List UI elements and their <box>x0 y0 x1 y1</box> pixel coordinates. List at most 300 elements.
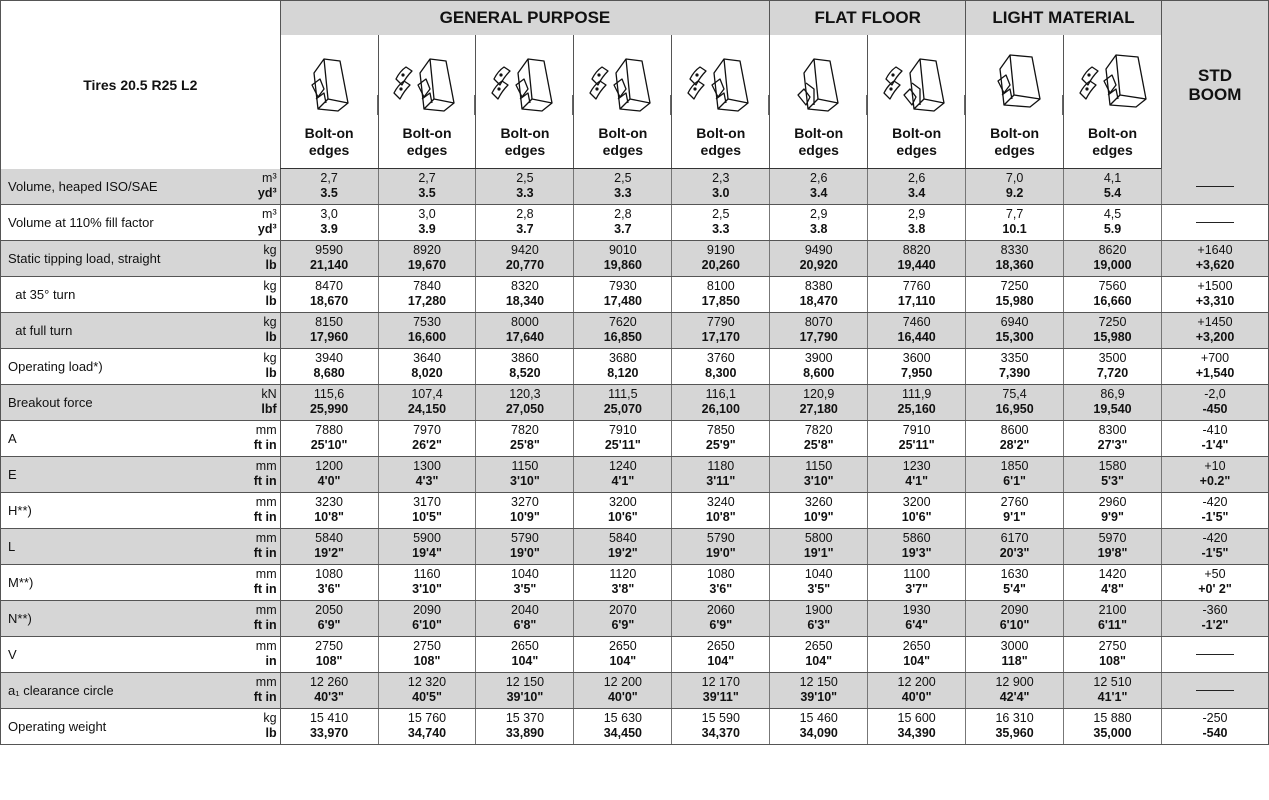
value-imperial: 3.4 <box>810 186 828 201</box>
value-imperial: 19,860 <box>603 258 642 272</box>
value-metric: 8470 <box>315 279 343 293</box>
value-metric: 3900 <box>804 351 833 365</box>
value-imperial: 17,960 <box>309 330 349 344</box>
value-imperial: 6'9" <box>611 618 635 632</box>
value-imperial: 4'1" <box>905 474 929 488</box>
value-metric: 3760 <box>706 351 735 365</box>
value-cell <box>1064 169 1162 205</box>
value-imperial: 3'8" <box>611 582 635 596</box>
unit-metric: mm <box>255 603 277 617</box>
value-imperial: 34,370 <box>701 726 740 740</box>
value-metric: 3860 <box>511 351 539 365</box>
row-units <box>238 636 280 672</box>
value-metric: 1040 <box>804 567 833 581</box>
value-metric: 2650 <box>902 639 931 653</box>
value-metric: 7850 <box>706 423 735 437</box>
value-imperial: 18,670 <box>309 294 349 308</box>
value-imperial: 3.3 <box>614 186 632 201</box>
value-cell <box>476 528 574 564</box>
value-imperial: 3'5" <box>513 582 537 596</box>
value-metric: 15 370 <box>505 711 545 725</box>
bucket-header-content <box>574 35 671 168</box>
std-boom-cell <box>1161 240 1268 276</box>
value-metric: 12 200 <box>603 675 642 689</box>
value-cell <box>378 312 476 348</box>
value-imperial: 9.2 <box>1005 186 1024 201</box>
table-row <box>1 672 1269 708</box>
value-metric: 15 630 <box>603 711 642 725</box>
value-metric: 12 170 <box>701 675 740 689</box>
bucket-column-header <box>868 35 966 169</box>
value-cell <box>574 672 672 708</box>
value-cell <box>966 564 1064 600</box>
bucket-column-header <box>770 35 868 169</box>
value-cell <box>476 420 574 456</box>
value-cell <box>574 492 672 528</box>
value-cell <box>966 528 1064 564</box>
table-row <box>1 492 1269 528</box>
value-cell <box>672 204 770 240</box>
value-cell <box>770 348 868 384</box>
value-cell <box>672 312 770 348</box>
unit-imperial: lb <box>265 294 277 308</box>
value-metric: 6170 <box>1000 531 1029 545</box>
unit-metric: m³ <box>262 171 277 185</box>
value-cell <box>770 420 868 456</box>
value-metric: 12 510 <box>1093 675 1132 689</box>
value-imperial: 25,070 <box>603 402 642 416</box>
row-units <box>238 204 280 240</box>
value-metric: 7970 <box>413 423 441 437</box>
row-label: Volume, heaped ISO/SAE <box>1 169 238 205</box>
value-imperial: 17,280 <box>407 294 447 308</box>
value-imperial: 17,480 <box>603 294 642 308</box>
value-metric: 5840 <box>608 531 637 545</box>
value-imperial: 3'11" <box>706 474 736 488</box>
value-imperial: 25'8" <box>803 438 834 452</box>
table-header <box>1 1 1269 169</box>
table-row <box>1 528 1269 564</box>
value-cell <box>966 312 1064 348</box>
value-cell <box>476 564 574 600</box>
value-cell <box>378 600 476 636</box>
value-imperial: 104" <box>903 654 931 668</box>
value-imperial: 3'7" <box>905 582 929 596</box>
value-metric: 1850 <box>1000 459 1029 473</box>
value-imperial: 17,850 <box>701 294 740 308</box>
value-cell <box>770 492 868 528</box>
std-boom-imperial: -1'2" <box>1201 618 1229 632</box>
value-cell <box>280 348 378 384</box>
value-imperial: 20'3" <box>999 546 1030 560</box>
std-boom-imperial: +1,540 <box>1195 366 1235 380</box>
value-metric: 7820 <box>804 423 833 437</box>
value-metric: 5790 <box>511 531 539 545</box>
value-metric: 3350 <box>1000 351 1029 365</box>
value-imperial: 3.3 <box>516 186 534 201</box>
std-boom-metric: +700 <box>1200 351 1230 365</box>
value-metric: 3940 <box>315 351 343 365</box>
value-cell <box>280 528 378 564</box>
value-cell <box>672 492 770 528</box>
gp-bucket-teeth-icon <box>684 49 758 119</box>
row-label: E <box>1 456 238 492</box>
value-metric: 2090 <box>1000 603 1029 617</box>
gp-bucket-teeth-icon <box>390 49 464 119</box>
bucket-edge-label: Bolt-on edges <box>598 125 648 158</box>
value-metric: 2,7 <box>320 171 338 186</box>
value-metric: 2,5 <box>712 207 730 221</box>
light-material-bucket-icon <box>978 49 1052 119</box>
value-imperial: 17,790 <box>799 330 838 344</box>
value-imperial: 27,050 <box>505 402 545 416</box>
std-boom-metric: -250 <box>1202 711 1228 725</box>
unit-metric: kg <box>263 243 277 257</box>
unit-imperial: ft in <box>253 510 277 524</box>
value-cell <box>966 240 1064 276</box>
value-cell <box>1064 348 1162 384</box>
value-cell <box>574 708 672 744</box>
value-cell <box>770 204 868 240</box>
table-row <box>1 204 1269 240</box>
value-imperial: 16,850 <box>603 330 642 344</box>
table-row <box>1 240 1269 276</box>
value-metric: 8920 <box>413 243 441 257</box>
value-imperial: 3.9 <box>320 222 338 236</box>
value-metric: 2070 <box>608 603 637 617</box>
bucket-edge-label: Bolt-on edges <box>892 125 942 158</box>
value-cell <box>770 672 868 708</box>
value-imperial: 10'8" <box>705 510 736 524</box>
row-units <box>238 420 280 456</box>
value-imperial: 40'3" <box>314 690 344 704</box>
bucket-column-header <box>966 35 1064 169</box>
value-imperial: 41'1" <box>1097 690 1128 704</box>
value-metric: 1630 <box>1000 567 1029 581</box>
value-imperial: 10'9" <box>803 510 834 524</box>
value-cell <box>672 528 770 564</box>
unit-imperial: lbf <box>261 402 277 416</box>
value-metric: 86,9 <box>1100 387 1125 401</box>
value-cell <box>1064 420 1162 456</box>
unit-metric: m³ <box>262 207 277 221</box>
value-imperial: 17,170 <box>701 330 740 344</box>
value-imperial: 25'11" <box>604 438 641 452</box>
bucket-column-header <box>574 35 672 169</box>
std-boom-metric: +1450 <box>1197 315 1233 329</box>
value-imperial: 6'1" <box>1003 474 1026 488</box>
value-cell <box>476 384 574 420</box>
value-cell <box>770 636 868 672</box>
not-applicable-dash <box>1196 222 1234 223</box>
value-metric: 2,6 <box>810 171 828 186</box>
value-imperial: 8,300 <box>705 366 737 380</box>
column-divider-tick <box>377 95 378 115</box>
value-cell <box>770 276 868 312</box>
value-metric: 12 320 <box>407 675 447 689</box>
row-label: Operating weight <box>1 708 238 744</box>
value-metric: 15 460 <box>799 711 838 725</box>
value-metric: 8320 <box>511 279 539 293</box>
value-cell <box>966 169 1064 205</box>
value-imperial: 7,950 <box>901 366 933 380</box>
bucket-edge-label: Bolt-on edges <box>304 125 354 158</box>
unit-metric: kg <box>263 711 277 725</box>
value-cell <box>378 492 476 528</box>
value-imperial: 16,660 <box>1093 294 1132 308</box>
value-imperial: 25'8" <box>510 438 540 452</box>
value-cell <box>476 204 574 240</box>
value-imperial: 18,470 <box>799 294 838 308</box>
value-cell <box>280 672 378 708</box>
value-metric: 8600 <box>1000 423 1029 437</box>
value-cell <box>770 384 868 420</box>
value-imperial: 7,720 <box>1096 366 1129 380</box>
std-boom-imperial: -1'5" <box>1201 546 1229 560</box>
value-imperial: 108" <box>1099 654 1126 668</box>
value-cell <box>672 564 770 600</box>
value-cell <box>476 276 574 312</box>
gp-bucket-side-icon <box>292 49 366 119</box>
value-imperial: 27,180 <box>799 402 838 416</box>
std-boom-metric: +10 <box>1204 459 1226 473</box>
value-imperial: 3'6" <box>317 582 341 596</box>
value-metric: 1160 <box>413 567 441 581</box>
value-metric: 15 600 <box>897 711 936 725</box>
not-applicable-dash <box>1196 690 1234 691</box>
unit-imperial: ft in <box>253 582 277 596</box>
value-imperial: 3.5 <box>418 186 436 201</box>
row-units <box>238 600 280 636</box>
value-metric: 4,1 <box>1103 171 1122 186</box>
value-metric: 12 260 <box>309 675 349 689</box>
value-cell <box>770 169 868 205</box>
row-label: Static tipping load, straight <box>1 240 238 276</box>
value-imperial: 40'0" <box>901 690 932 704</box>
value-cell <box>868 240 966 276</box>
value-metric: 8300 <box>1098 423 1127 437</box>
value-imperial: 6'10" <box>999 618 1030 632</box>
bucket-edge-label: Bolt-on edges <box>1088 125 1137 158</box>
value-imperial: 3.9 <box>418 222 436 236</box>
value-metric: 7910 <box>608 423 637 437</box>
unit-metric: kN <box>261 387 277 401</box>
value-imperial: 19,540 <box>1093 402 1132 416</box>
value-cell <box>280 636 378 672</box>
value-imperial: 5'4" <box>1003 582 1026 596</box>
value-metric: 2760 <box>1000 495 1029 509</box>
value-cell <box>868 708 966 744</box>
table-row <box>1 456 1269 492</box>
table-row <box>1 564 1269 600</box>
value-imperial: 19'0" <box>705 546 736 560</box>
value-cell <box>476 348 574 384</box>
value-cell <box>966 384 1064 420</box>
row-units <box>238 564 280 600</box>
value-metric: 2,8 <box>614 207 632 221</box>
value-cell <box>574 456 672 492</box>
value-metric: 2750 <box>413 639 441 653</box>
row-label: N**) <box>1 600 238 636</box>
value-metric: 8100 <box>706 279 735 293</box>
value-cell <box>868 492 966 528</box>
value-cell <box>574 204 672 240</box>
value-cell <box>378 276 476 312</box>
value-cell <box>574 348 672 384</box>
value-cell <box>574 420 672 456</box>
value-cell <box>280 312 378 348</box>
value-imperial: 42'4" <box>999 690 1030 704</box>
value-metric: 8380 <box>804 279 833 293</box>
std-boom-cell <box>1161 600 1268 636</box>
value-cell <box>868 420 966 456</box>
value-cell <box>476 708 574 744</box>
unit-metric: kg <box>263 279 277 293</box>
value-imperial: 19'2" <box>314 546 344 560</box>
value-cell <box>868 384 966 420</box>
unit-imperial: ft in <box>253 690 277 704</box>
std-boom-imperial: -1'4" <box>1201 438 1229 452</box>
value-cell <box>378 420 476 456</box>
value-cell <box>1064 672 1162 708</box>
value-metric: 5860 <box>902 531 931 545</box>
std-boom-cell <box>1161 492 1268 528</box>
value-metric: 8070 <box>804 315 833 329</box>
value-cell <box>672 348 770 384</box>
value-cell <box>476 169 574 205</box>
std-boom-cell <box>1161 672 1268 708</box>
bucket-column-header <box>280 35 378 169</box>
value-cell <box>378 564 476 600</box>
std-boom-metric: +1500 <box>1197 279 1233 293</box>
value-cell <box>280 600 378 636</box>
value-metric: 5900 <box>413 531 441 545</box>
value-imperial: 5.9 <box>1103 222 1122 236</box>
column-divider-tick <box>964 95 965 115</box>
row-units <box>238 276 280 312</box>
table-row <box>1 276 1269 312</box>
table-row <box>1 384 1269 420</box>
value-imperial: 16,600 <box>407 330 447 344</box>
value-imperial: 108" <box>413 654 441 668</box>
table-body <box>1 169 1269 745</box>
value-cell <box>280 492 378 528</box>
value-cell <box>1064 564 1162 600</box>
bucket-header-content <box>1064 35 1161 168</box>
value-metric: 1180 <box>707 459 735 473</box>
std-boom-metric: +50 <box>1204 567 1226 581</box>
value-imperial: 4'0" <box>317 474 341 488</box>
std-boom-imperial: +0' 2" <box>1198 582 1232 596</box>
value-imperial: 3.7 <box>516 222 534 236</box>
std-boom-imperial: +3,310 <box>1195 294 1235 308</box>
value-metric: 9010 <box>608 243 637 257</box>
value-imperial: 25,990 <box>309 402 349 416</box>
value-cell <box>1064 384 1162 420</box>
flat-floor-bucket-icon <box>782 49 856 119</box>
value-cell <box>574 600 672 636</box>
table-title: Tires 20.5 R25 L2 <box>1 1 281 169</box>
table-row <box>1 708 1269 744</box>
std-boom-cell <box>1161 636 1268 672</box>
value-metric: 7250 <box>1000 279 1029 293</box>
unit-imperial: lb <box>265 366 277 380</box>
row-units <box>238 240 280 276</box>
value-metric: 2,9 <box>907 207 926 221</box>
value-cell <box>672 636 770 672</box>
value-imperial: 19'1" <box>803 546 834 560</box>
value-cell <box>1064 528 1162 564</box>
value-imperial: 6'10" <box>412 618 442 632</box>
row-label: at full turn <box>1 312 238 348</box>
std-boom-imperial: +3,620 <box>1195 258 1235 272</box>
value-metric: 75,4 <box>1002 387 1027 401</box>
value-metric: 15 410 <box>309 711 349 725</box>
value-imperial: 6'9" <box>709 618 733 632</box>
value-imperial: 3.8 <box>810 222 828 236</box>
value-imperial: 3'10" <box>803 474 834 488</box>
value-imperial: 3'10" <box>412 582 442 596</box>
std-boom-cell <box>1161 204 1268 240</box>
value-imperial: 15,980 <box>995 294 1034 308</box>
value-cell <box>966 708 1064 744</box>
value-cell <box>574 636 672 672</box>
value-metric: 3170 <box>413 495 441 509</box>
value-metric: 3600 <box>902 351 931 365</box>
unit-imperial: ft in <box>253 546 277 560</box>
std-boom-metric: -410 <box>1202 423 1228 437</box>
value-cell <box>868 276 966 312</box>
value-cell <box>378 240 476 276</box>
value-imperial: 7,390 <box>998 366 1031 380</box>
value-metric: 2090 <box>413 603 441 617</box>
gp-bucket-teeth-icon <box>586 49 660 119</box>
value-metric: 2,5 <box>614 171 632 186</box>
value-cell <box>868 204 966 240</box>
value-metric: 120,9 <box>803 387 835 401</box>
value-cell <box>280 708 378 744</box>
table-row <box>1 420 1269 456</box>
unit-metric: mm <box>255 423 277 437</box>
unit-metric: mm <box>255 495 277 509</box>
std-boom-metric: -420 <box>1202 495 1228 509</box>
value-imperial: 35,000 <box>1093 726 1132 740</box>
value-cell <box>868 564 966 600</box>
value-imperial: 19,000 <box>1093 258 1132 272</box>
std-boom-imperial: +0.2" <box>1199 474 1231 488</box>
value-imperial: 3.5 <box>320 186 338 201</box>
value-imperial: 18,360 <box>995 258 1034 272</box>
value-metric: 5800 <box>804 531 833 545</box>
value-metric: 8150 <box>315 315 343 329</box>
column-divider-tick <box>572 95 573 115</box>
table-row <box>1 169 1269 205</box>
value-imperial: 19'8" <box>1097 546 1128 560</box>
value-imperial: 25'10" <box>310 438 348 452</box>
value-metric: 16 310 <box>995 711 1034 725</box>
value-imperial: 9'9" <box>1101 510 1124 524</box>
value-imperial: 28'2" <box>999 438 1030 452</box>
value-metric: 5970 <box>1098 531 1127 545</box>
value-imperial: 118" <box>1001 654 1028 668</box>
unit-imperial: ft in <box>253 438 277 452</box>
column-divider-tick <box>866 95 867 115</box>
value-metric: 3260 <box>804 495 833 509</box>
value-cell <box>770 708 868 744</box>
value-metric: 1300 <box>413 459 441 473</box>
value-imperial: 3'6" <box>709 582 733 596</box>
value-metric: 7,0 <box>1005 171 1024 186</box>
